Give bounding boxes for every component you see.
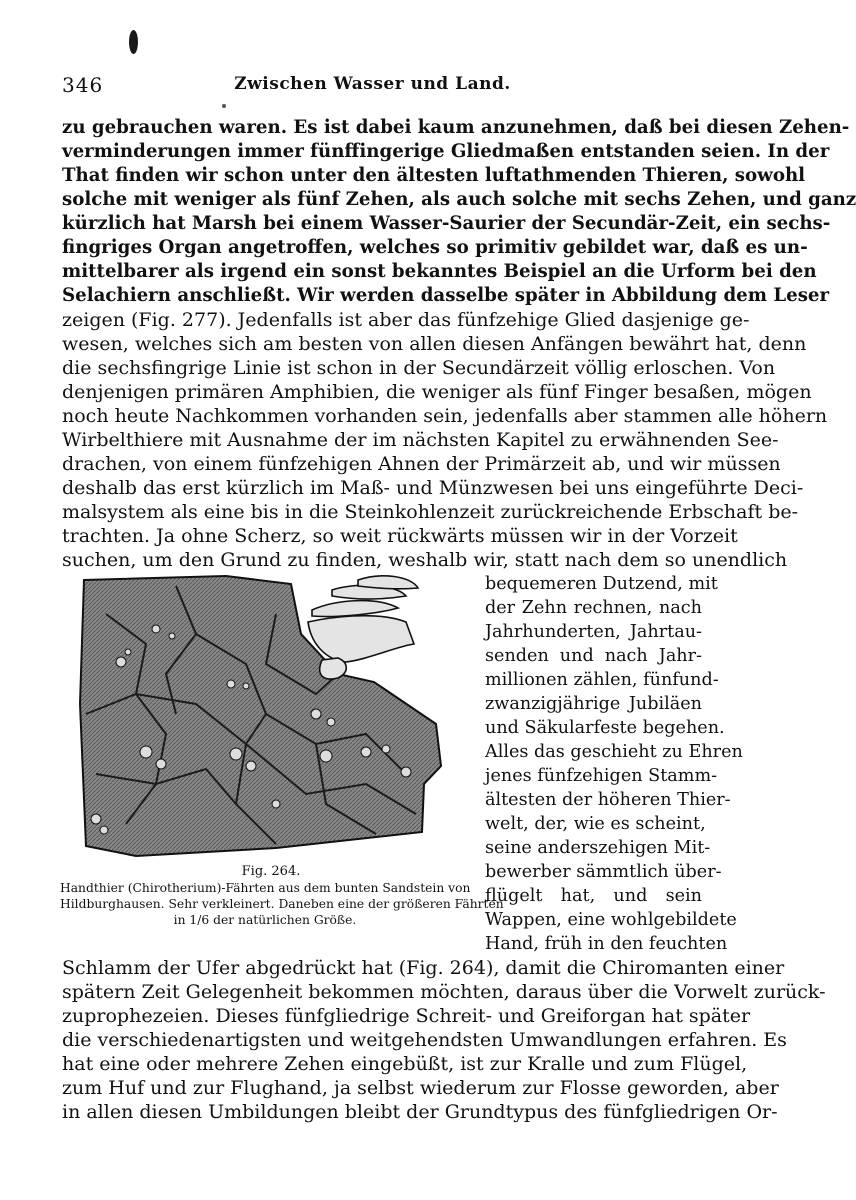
body-line: zum Huf und zur Flughand, ja selbst wiederum zur Flosse geworden, aber — [62, 1077, 779, 1099]
fossil-tracks-illustration — [76, 574, 466, 864]
body-line: noch heute Nachkommen vorhanden sein, jedenfalls aber stammen alle höhern — [62, 405, 828, 427]
side-line: bequemeren Dutzend, mit — [485, 574, 718, 594]
side-line: Wappen, eine wohlgebildete — [485, 910, 737, 930]
side-line: zwanzigjährige Jubiläen — [485, 694, 702, 714]
side-line: millionen zählen, fünfund- — [485, 670, 719, 690]
body-line: denjenigen primären Amphibien, die weniger als fünf Finger besaßen, mögen — [62, 381, 812, 403]
body-line: Selachiern anschließt. Wir werden dasselbe später in Abbildung dem Leser — [62, 285, 830, 306]
side-line: bewerber sämmtlich über- — [485, 862, 722, 882]
body-line: fingriges Organ angetroffen, welches so primitiv gebildet war, daß es un- — [62, 237, 808, 258]
body-line: spätern Zeit Gelegenheit bekommen möchten, daraus über die Vorwelt zurück- — [62, 981, 826, 1003]
running-title: Zwischen Wasser und Land. — [234, 74, 511, 94]
figure-caption-line: Handthier (Chirotherium)-Fährten aus dem bunten Sandstein von — [60, 881, 471, 895]
body-line: in allen diesen Umbildungen bleibt der Grundtypus des fünfgliedrigen Or- — [62, 1101, 778, 1123]
body-line: That finden wir schon unter den ältesten luftathmenden Thieren, sowohl — [62, 165, 806, 186]
body-line: Wirbelthiere mit Ausnahme der im nächsten Kapitel zu erwähnenden See- — [62, 429, 779, 451]
side-line: flügelt hat, und sein — [485, 886, 702, 906]
body-line: zuprophezeien. Dieses fünfgliedrige Schreit- und Greiforgan hat später — [62, 1005, 751, 1027]
body-line: deshalb das erst kürzlich im Maß- und Münzwesen bei uns eingeführte Deci- — [62, 477, 804, 499]
figure-number: Fig. 264. — [241, 864, 301, 879]
side-line: senden und nach Jahr- — [485, 646, 702, 666]
body-line: drachen, von einem fünfzehigen Ahnen der Primärzeit ab, und wir müssen — [62, 453, 781, 475]
side-line: jenes fünfzehigen Stamm- — [485, 766, 718, 786]
body-line: hat eine oder mehrere Zehen eingebüßt, ist zur Kralle und zum Flügel, — [62, 1053, 748, 1075]
body-line: trachten. Ja ohne Scherz, so weit rückwärts müssen wir in der Vorzeit — [62, 525, 738, 547]
body-line: wesen, welches sich am besten von allen diesen Anfängen bewährt hat, denn — [62, 333, 807, 355]
body-line: zeigen (Fig. 277). Jedenfalls ist aber das fünfzehige Glied dasjenige ge- — [62, 309, 750, 331]
hand-footprint — [308, 576, 418, 679]
body-line: solche mit weniger als fünf Zehen, als auch solche mit sechs Zehen, und ganz — [62, 189, 856, 210]
ink-blot — [129, 30, 138, 54]
body-line: die sechsfingrige Linie ist schon in der Secundärzeit völlig erloschen. Von — [62, 357, 776, 379]
body-line: kürzlich hat Marsh bei einem Wasser-Saurier der Secundär-Zeit, ein sechs- — [62, 213, 831, 234]
side-line: ältesten der höheren Thier- — [485, 790, 731, 810]
body-line: die verschiedenartigsten und weitgehendsten Umwandlungen erfahren. Es — [62, 1029, 787, 1051]
side-line: und Säkularfeste begehen. — [485, 718, 725, 738]
side-line: Hand, früh in den feuchten — [485, 934, 728, 954]
body-line: malsystem als eine bis in die Steinkohlenzeit zurückreichende Erbschaft be- — [62, 501, 799, 523]
figure-caption-line: in 1/6 der natürlichen Größe. — [173, 913, 357, 927]
side-line: Jahrhunderten, Jahrtau- — [485, 622, 702, 642]
body-line: suchen, um den Grund zu finden, weshalb wir, statt nach dem so unendlich — [62, 549, 788, 571]
side-line: der Zehn rechnen, nach — [485, 598, 702, 618]
side-line: seine anderszehigen Mit- — [485, 838, 711, 858]
body-line: Schlamm der Ufer abgedrückt hat (Fig. 264), damit die Chiromanten einer — [62, 957, 785, 979]
figure-caption-line: Hildburghausen. Sehr verkleinert. Daneben eine der größeren Fährten — [60, 897, 504, 911]
body-line: zu gebrauchen waren. Es ist dabei kaum anzunehmen, daß bei diesen Zehen- — [62, 117, 850, 138]
ink-dot — [222, 104, 226, 108]
side-line: Alles das geschieht zu Ehren — [485, 742, 743, 762]
body-line: verminderungen immer fünffingerige Gliedmaßen entstanden seien. In der — [62, 141, 830, 162]
side-line: welt, der, wie es scheint, — [485, 814, 706, 834]
body-line: mittelbarer als irgend ein sonst bekanntes Beispiel an die Urform bei den — [62, 261, 817, 282]
page-number: 346 — [62, 73, 104, 97]
